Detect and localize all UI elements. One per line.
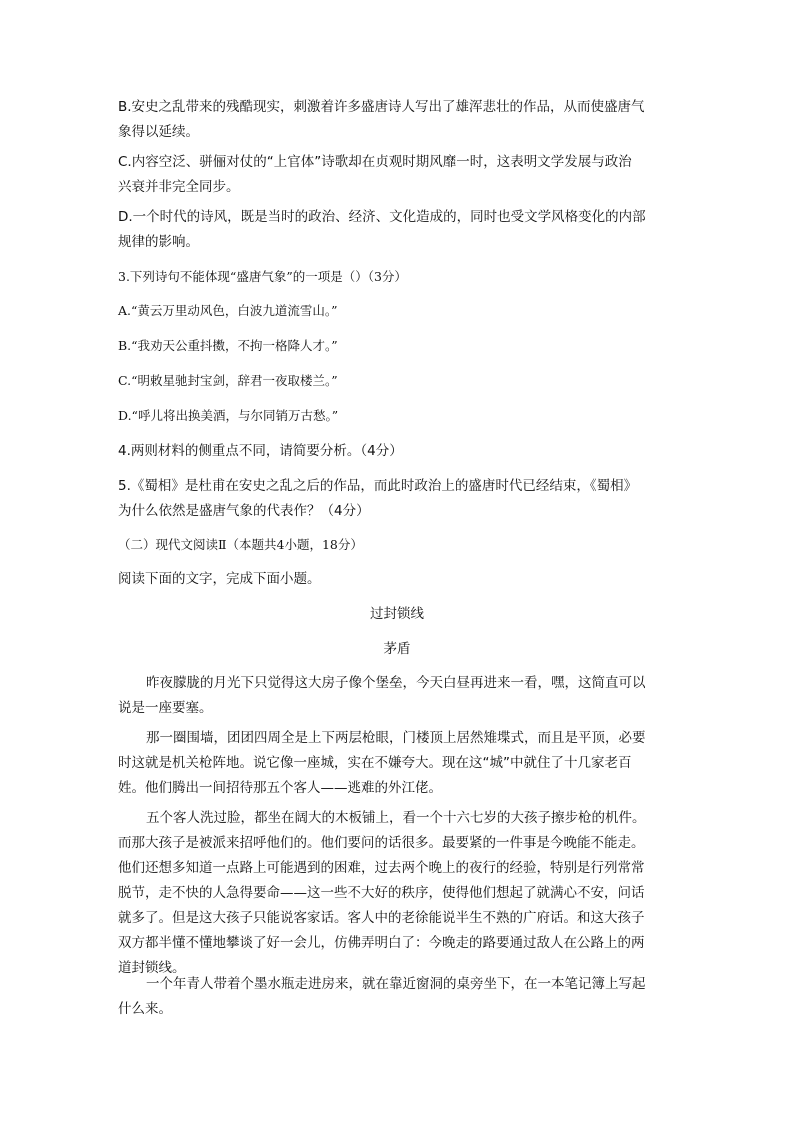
- question-3-option-a: A.“黄云万里动风色，白波九道流雪山。”: [118, 303, 338, 318]
- question-3-option-d: D.“呼儿将出换美酒，与尔同销万古愁。”: [118, 408, 339, 423]
- text-line: 五个客人洗过脸，都坐在阔大的木板铺上，看一个十六七岁的大孩子擦步枪的机件。: [146, 810, 646, 826]
- text-line: 就多了。但是这大孩子只能说客家话。客人中的老徐能说半生不熟的广府话。和这大孩子: [118, 910, 645, 926]
- text-line: 规律的影响。: [118, 234, 199, 250]
- section-heading: （二）现代文阅读Ⅱ（本题共4小题，18分）: [118, 537, 363, 552]
- reading-instruction: 阅读下面的文字，完成下面小题。: [118, 571, 321, 587]
- text-line: 兴衰并非完全同步。: [118, 179, 240, 195]
- text-line: 5.《蜀相》是杜甫在安史之乱之后的作品，而此时政治上的盛唐时代已经结束，《蜀相》: [118, 478, 638, 494]
- question-3-option-c: C.“明敕星驰封宝剑，辞君一夜取楼兰。”: [118, 373, 338, 388]
- text-line: D.一个时代的诗风，既是当时的政治、经济、文化造成的，同时也受文学风格变化的内部: [118, 209, 646, 225]
- text-line: 象得以延续。: [118, 124, 199, 140]
- option-c-prev: [118, 150, 676, 200]
- text-line: 姓。他们腾出一间招待那五个客人——逃难的外江佬。: [118, 780, 442, 796]
- text-line: 双方都半懂不懂地攀谈了好一会儿，仿佛弄明白了：今晚走的路要通过敌人在公路上的两: [118, 935, 645, 951]
- option-d-prev: [118, 205, 676, 255]
- text-line: 为什么依然是盛唐气象的代表作？（4分）: [118, 503, 370, 519]
- paragraph-4: [118, 972, 676, 1022]
- text-line: 而那大孩子是被派来招呼他们的。他们要问的话很多。最要紧的一件事是今晚能不能走。: [118, 835, 645, 851]
- question-5-stem: [118, 474, 676, 524]
- text-line: 那一圈围墙，团团四周全是上下两层枪眼，门楼顶上居然雉堞式，而且是平顶，必要: [146, 730, 646, 746]
- question-4-stem: 4.两则材料的侧重点不同，请简要分析。（4分）: [118, 443, 403, 459]
- text-line: 他们还想多知道一点路上可能遇到的困难，过去两个晚上的夜行的经验，特别是行列常常: [118, 860, 645, 876]
- article-title: 过封锁线: [370, 606, 424, 622]
- text-line: 什么来。: [118, 1001, 172, 1017]
- option-b-prev: [118, 95, 676, 145]
- paragraph-3: [118, 806, 676, 981]
- text-line: 脱节，走不快的人急得要命——这一些不大好的秩序，使得他们想起了就满心不安，问话: [118, 885, 645, 901]
- text-line: B.安史之乱带来的残酷现实，刺激着许多盛唐诗人写出了雄浑悲壮的作品，从而使盛唐气: [118, 99, 645, 115]
- text-line: C.内容空泛、骈俪对仗的“上官体”诗歌却在贞观时期风靡一时，这表明文学发展与政治: [118, 154, 632, 170]
- text-line: 道封锁线。: [118, 960, 186, 976]
- article-author: 茅盾: [383, 641, 411, 657]
- text-line: 说是一座要塞。: [118, 700, 213, 716]
- paragraph-2: [118, 726, 676, 801]
- question-3-option-b: B.“我劝天公重抖擞，不拘一格降人才。”: [118, 338, 338, 353]
- text-line: 时这就是机关枪阵地。说它像一座城，实在不嫌夸大。现在这“城”中就住了十几家老百: [118, 755, 632, 771]
- paragraph-1: [118, 671, 676, 721]
- question-3-stem: 3.下列诗句不能体现“盛唐气象”的一项是（）（3分）: [118, 269, 407, 284]
- text-line: 昨夜朦胧的月光下只觉得这大房子像个堡垒，今天白昼再进来一看，嘿，这简直可以: [146, 675, 646, 691]
- text-line: 一个年青人带着个墨水瓶走进房来，就在靠近窗洞的桌旁坐下，在一本笔记簿上写起: [146, 976, 646, 992]
